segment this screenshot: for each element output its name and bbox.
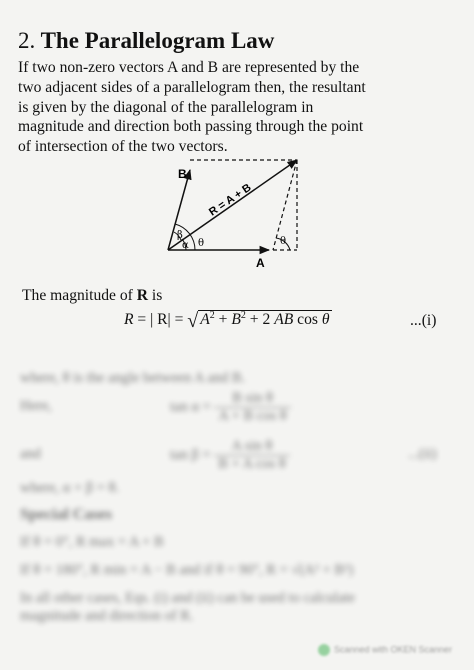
- sqrt-symbol: √: [187, 310, 199, 333]
- and-label: and: [20, 446, 41, 462]
- radicand-plus2: + 2: [245, 311, 275, 329]
- here-label: Here,: [20, 398, 52, 414]
- label-theta-outer: θ: [280, 236, 287, 247]
- radicand-b-exp: 2: [240, 310, 246, 321]
- radicand-b: B: [231, 311, 241, 329]
- case-one-line: If θ = 0°, R max = A + B: [20, 534, 164, 550]
- case-two-line: If θ = 180°, R min = A − B and if θ = 90°, R = √(A² + B²): [20, 562, 354, 578]
- label-a: A: [256, 256, 265, 270]
- radicand-theta: θ: [321, 311, 330, 329]
- magnitude-intro: [22, 287, 162, 305]
- intro-line: magnitude and direction both passing through the point: [18, 118, 364, 136]
- magnitude-intro-symbol: R: [136, 287, 149, 304]
- tan-alpha-equation: [170, 390, 291, 425]
- other-cases-line-2: magnitude and direction of R.: [20, 608, 194, 624]
- magnitude-formula: [124, 310, 332, 333]
- intro-line: is given by the diagonal of the parallelogram in: [18, 98, 314, 116]
- intro-line: If two non-zero vectors A and B are represented by the: [18, 59, 360, 76]
- label-beta: β: [177, 230, 183, 241]
- where-sum-line: where, α + β = θ.: [20, 480, 120, 496]
- parallelogram-diagram: [160, 150, 310, 275]
- formula-radicand: [198, 310, 331, 328]
- tan-alpha-fraction: [214, 390, 290, 425]
- radicand-plus1: +: [214, 311, 232, 329]
- equation-label-i: ...(i): [410, 312, 437, 329]
- tan-beta-equation: [170, 438, 290, 473]
- section-number: 2.: [18, 28, 36, 53]
- equation-label-ii: ...(ii): [408, 446, 437, 462]
- radicand-a: A: [200, 311, 210, 329]
- radicand-a-exp: 2: [209, 310, 215, 321]
- scanner-badge-text: Scanned with OKEN Scanner: [334, 644, 453, 655]
- other-cases-line: In all other cases, Eqs. (i) and (ii) can be used to calculate: [20, 590, 355, 606]
- formula-sqrt: [187, 310, 331, 333]
- label-r: R = A + B: [206, 181, 254, 219]
- section-title: The Parallelogram Law: [40, 28, 275, 53]
- tan-alpha-den: A + B cos θ: [214, 407, 290, 425]
- where-line: where, θ is the angle between A and B.: [20, 370, 246, 386]
- intro-line: two adjacent sides of a parallelogram then, the resultant: [18, 78, 366, 96]
- intro-paragraph: [18, 58, 463, 157]
- tan-alpha-label: tan α =: [170, 398, 211, 415]
- intro-line: of intersection of the two vectors.: [18, 138, 228, 156]
- radicand-cos: cos: [293, 311, 322, 329]
- formula-mid: = | R| =: [133, 311, 188, 329]
- label-b: B: [178, 167, 187, 181]
- tan-beta-den: B + A cos θ: [214, 455, 290, 473]
- tan-beta-fraction: [214, 438, 290, 473]
- section-heading: [18, 28, 274, 54]
- label-theta: θ: [198, 238, 205, 249]
- special-cases-heading: Special Cases: [20, 506, 112, 523]
- magnitude-intro-prefix: The magnitude of: [22, 287, 137, 304]
- radicand-ab: AB: [274, 311, 294, 329]
- blurred-continuation: [0, 360, 474, 624]
- label-alpha: α: [182, 240, 189, 251]
- tan-beta-num: A sin θ: [231, 438, 273, 454]
- magnitude-intro-suffix: is: [148, 287, 163, 304]
- tan-beta-label: tan β =: [170, 446, 211, 463]
- formula-lhs: R: [124, 311, 134, 329]
- scanner-badge: [318, 644, 452, 656]
- scanner-logo-icon: [318, 644, 330, 656]
- tan-alpha-num: B sin θ: [232, 390, 273, 406]
